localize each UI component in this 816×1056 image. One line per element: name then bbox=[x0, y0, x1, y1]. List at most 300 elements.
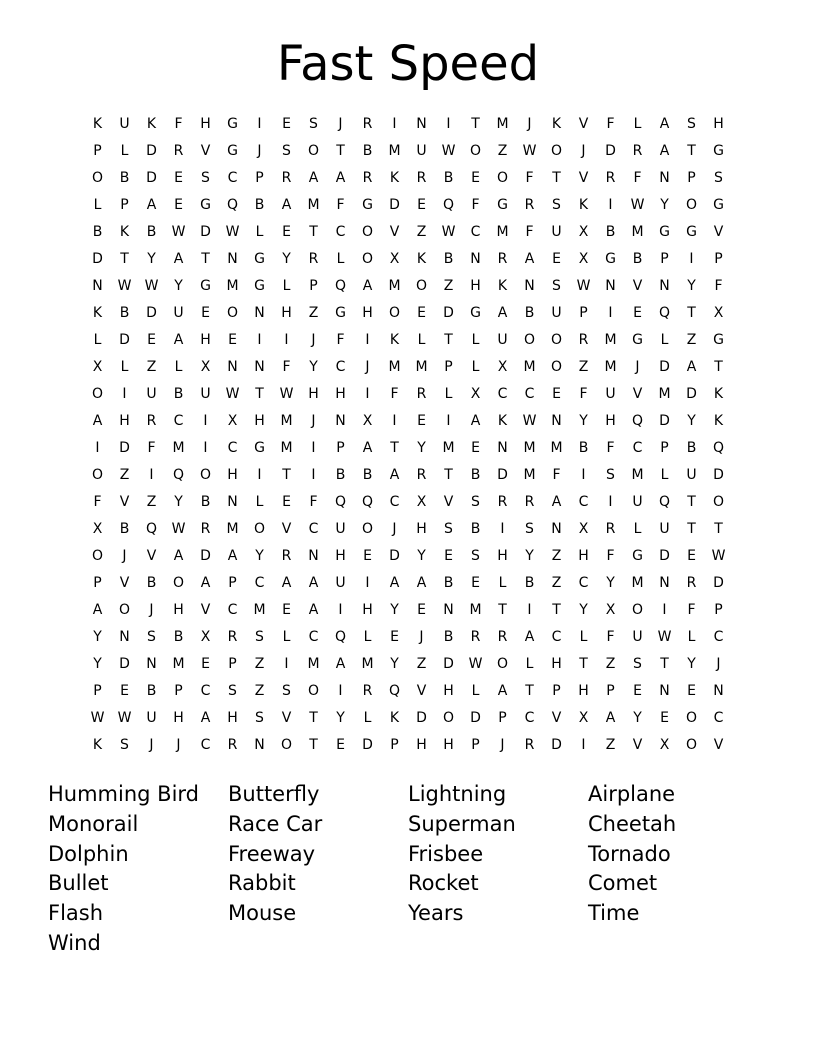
word-list-item: Rocket bbox=[408, 871, 479, 896]
grid-letter: R bbox=[470, 629, 481, 645]
grid-letter: T bbox=[309, 737, 318, 753]
grid-letter: Q bbox=[658, 305, 671, 321]
grid-letter: P bbox=[120, 197, 129, 213]
grid-letter: W bbox=[225, 386, 240, 402]
grid-letter: C bbox=[254, 575, 265, 591]
grid-letter: W bbox=[630, 197, 645, 213]
grid-letter: A bbox=[173, 251, 184, 267]
grid-letter: S bbox=[147, 629, 156, 645]
grid-letter: W bbox=[468, 656, 483, 672]
grid-letter: H bbox=[173, 602, 184, 618]
grid-letter: O bbox=[91, 548, 104, 564]
grid-letter: N bbox=[308, 548, 319, 564]
grid-letter: V bbox=[200, 602, 211, 618]
grid-letter: B bbox=[470, 467, 481, 483]
grid-letter: A bbox=[308, 575, 319, 591]
grid-letter: V bbox=[551, 710, 562, 726]
grid-letter: A bbox=[470, 413, 481, 429]
grid-letter: F bbox=[336, 332, 345, 348]
grid-letter: P bbox=[336, 440, 345, 456]
grid-row bbox=[84, 597, 732, 624]
letter-grid bbox=[84, 111, 732, 759]
grid-row bbox=[84, 354, 732, 381]
grid-letter: Z bbox=[605, 656, 616, 672]
grid-letter: Q bbox=[334, 629, 347, 645]
grid-letter: R bbox=[497, 494, 508, 510]
grid-letter: O bbox=[550, 359, 563, 375]
grid-letter: K bbox=[713, 413, 724, 429]
grid-letter: T bbox=[687, 494, 696, 510]
grid-letter: X bbox=[578, 224, 589, 240]
grid-letter: N bbox=[146, 656, 157, 672]
grid-row bbox=[84, 489, 732, 516]
grid-letter: E bbox=[660, 710, 669, 726]
grid-letter: A bbox=[389, 467, 400, 483]
grid-row bbox=[84, 111, 732, 138]
grid-letter: O bbox=[253, 521, 266, 537]
grid-letter: H bbox=[335, 548, 346, 564]
grid-letter: E bbox=[282, 224, 291, 240]
grid-letter: A bbox=[659, 116, 670, 132]
grid-letter: G bbox=[254, 278, 265, 294]
grid-letter: D bbox=[443, 305, 454, 321]
grid-letter: S bbox=[282, 683, 291, 699]
grid-letter: P bbox=[309, 278, 318, 294]
grid-letter: O bbox=[361, 224, 374, 240]
grid-letter: D bbox=[443, 656, 454, 672]
grid-letter: E bbox=[633, 683, 642, 699]
grid-letter: D bbox=[389, 197, 400, 213]
word-list-item: Mouse bbox=[228, 901, 297, 926]
grid-letter: F bbox=[471, 197, 480, 213]
grid-letter: I bbox=[311, 440, 316, 456]
grid-letter: M bbox=[496, 224, 509, 240]
grid-letter: L bbox=[471, 332, 480, 348]
grid-letter: S bbox=[228, 683, 237, 699]
grid-letter: S bbox=[444, 521, 453, 537]
grid-letter: D bbox=[119, 332, 130, 348]
grid-letter: A bbox=[497, 305, 508, 321]
grid-letter: I bbox=[581, 737, 586, 753]
grid-letter: L bbox=[417, 332, 426, 348]
grid-letter: E bbox=[444, 548, 453, 564]
grid-letter: L bbox=[660, 332, 669, 348]
grid-letter: R bbox=[605, 170, 616, 186]
grid-letter: R bbox=[416, 467, 427, 483]
grid-letter: C bbox=[335, 359, 346, 375]
grid-letter: B bbox=[443, 629, 454, 645]
grid-letter: S bbox=[309, 116, 318, 132]
grid-letter: F bbox=[93, 494, 102, 510]
grid-letter: G bbox=[713, 143, 724, 159]
grid-letter: W bbox=[279, 386, 294, 402]
grid-letter: T bbox=[579, 656, 588, 672]
grid-letter: B bbox=[524, 575, 535, 591]
grid-letter: H bbox=[200, 116, 211, 132]
grid-letter: A bbox=[146, 197, 157, 213]
grid-letter: I bbox=[122, 386, 127, 402]
grid-letter: G bbox=[497, 197, 508, 213]
grid-letter: I bbox=[284, 332, 289, 348]
grid-letter: S bbox=[525, 521, 534, 537]
grid-letter: G bbox=[200, 197, 211, 213]
word-list-item: Years bbox=[408, 901, 464, 926]
grid-letter: K bbox=[146, 116, 157, 132]
grid-letter: E bbox=[174, 170, 183, 186]
grid-letter: X bbox=[713, 305, 724, 321]
grid-letter: X bbox=[227, 413, 238, 429]
grid-letter: R bbox=[227, 629, 238, 645]
grid-letter: I bbox=[311, 467, 316, 483]
grid-letter: C bbox=[551, 629, 562, 645]
grid-letter: L bbox=[93, 332, 102, 348]
grid-letter: Y bbox=[606, 575, 615, 591]
grid-letter: W bbox=[657, 629, 672, 645]
grid-row bbox=[84, 570, 732, 597]
grid-letter: D bbox=[713, 575, 724, 591]
grid-letter: N bbox=[254, 737, 265, 753]
grid-letter: S bbox=[552, 278, 561, 294]
grid-letter: L bbox=[174, 359, 183, 375]
grid-letter: H bbox=[227, 710, 238, 726]
grid-row bbox=[84, 300, 732, 327]
grid-letter: T bbox=[120, 251, 129, 267]
grid-letter: I bbox=[500, 521, 505, 537]
grid-letter: O bbox=[685, 197, 698, 213]
grid-letter: J bbox=[311, 413, 316, 429]
grid-letter: P bbox=[174, 683, 183, 699]
grid-letter: K bbox=[416, 251, 427, 267]
grid-letter: B bbox=[200, 494, 211, 510]
grid-letter: L bbox=[336, 251, 345, 267]
grid-letter: Z bbox=[551, 575, 562, 591]
grid-letter: Q bbox=[172, 467, 185, 483]
grid-letter: L bbox=[255, 224, 264, 240]
grid-letter: N bbox=[605, 278, 616, 294]
grid-letter: B bbox=[686, 440, 697, 456]
grid-letter: T bbox=[390, 440, 399, 456]
grid-letter: D bbox=[119, 440, 130, 456]
grid-letter: X bbox=[200, 359, 211, 375]
word-list-item: Dolphin bbox=[48, 841, 129, 866]
grid-letter: I bbox=[365, 575, 370, 591]
grid-letter: K bbox=[713, 386, 724, 402]
grid-letter: O bbox=[388, 305, 401, 321]
grid-letter: Y bbox=[579, 602, 588, 618]
grid-letter: O bbox=[199, 467, 212, 483]
grid-letter: V bbox=[578, 116, 589, 132]
grid-letter: U bbox=[146, 710, 157, 726]
grid-letter: N bbox=[416, 116, 427, 132]
grid-letter: C bbox=[335, 224, 346, 240]
grid-letter: D bbox=[200, 548, 211, 564]
grid-letter: E bbox=[552, 386, 561, 402]
grid-letter: I bbox=[608, 494, 613, 510]
grid-letter: M bbox=[280, 440, 293, 456]
grid-letter: D bbox=[200, 224, 211, 240]
grid-letter: E bbox=[417, 305, 426, 321]
grid-letter: P bbox=[390, 737, 399, 753]
grid-letter: L bbox=[444, 386, 453, 402]
grid-letter: V bbox=[578, 170, 589, 186]
grid-letter: Y bbox=[687, 413, 696, 429]
grid-letter: G bbox=[713, 332, 724, 348]
grid-letter: U bbox=[551, 224, 562, 240]
grid-letter: V bbox=[632, 278, 643, 294]
grid-letter: V bbox=[119, 575, 130, 591]
grid-letter: I bbox=[149, 467, 154, 483]
grid-letter: C bbox=[227, 602, 238, 618]
grid-letter: B bbox=[119, 170, 130, 186]
word-list-item: Wind bbox=[48, 930, 101, 955]
grid-letter: Y bbox=[309, 359, 318, 375]
grid-letter: F bbox=[552, 467, 561, 483]
grid-letter: T bbox=[714, 521, 723, 537]
grid-letter: E bbox=[147, 332, 156, 348]
grid-letter: Z bbox=[605, 737, 616, 753]
grid-letter: W bbox=[711, 548, 726, 564]
grid-letter: Z bbox=[119, 467, 130, 483]
grid-letter: A bbox=[200, 710, 211, 726]
grid-letter: H bbox=[227, 467, 238, 483]
grid-letter: C bbox=[578, 494, 589, 510]
grid-letter: K bbox=[119, 224, 130, 240]
grid-letter: T bbox=[552, 170, 561, 186]
grid-letter: N bbox=[335, 413, 346, 429]
grid-letter: E bbox=[282, 602, 291, 618]
grid-letter: P bbox=[498, 710, 507, 726]
grid-letter: P bbox=[93, 575, 102, 591]
grid-letter: A bbox=[92, 413, 103, 429]
grid-letter: J bbox=[149, 737, 154, 753]
grid-letter: W bbox=[441, 224, 456, 240]
grid-letter: N bbox=[443, 602, 454, 618]
grid-letter: W bbox=[171, 224, 186, 240]
word-list-item: Time bbox=[588, 901, 640, 926]
grid-letter: J bbox=[122, 548, 127, 564]
grid-row bbox=[84, 462, 732, 489]
grid-letter: E bbox=[120, 683, 129, 699]
grid-letter: U bbox=[632, 494, 643, 510]
grid-letter: O bbox=[91, 467, 104, 483]
grid-letter: F bbox=[606, 548, 615, 564]
grid-letter: P bbox=[228, 656, 237, 672]
grid-letter: O bbox=[172, 575, 185, 591]
grid-letter: T bbox=[552, 602, 561, 618]
grid-letter: T bbox=[255, 386, 264, 402]
grid-letter: E bbox=[201, 305, 210, 321]
grid-letter: Y bbox=[93, 629, 102, 645]
grid-letter: V bbox=[281, 521, 292, 537]
grid-letter: I bbox=[365, 332, 370, 348]
grid-letter: R bbox=[146, 413, 157, 429]
grid-letter: T bbox=[687, 305, 696, 321]
grid-letter: L bbox=[255, 494, 264, 510]
grid-letter: N bbox=[659, 278, 670, 294]
grid-letter: J bbox=[311, 332, 316, 348]
grid-letter: B bbox=[362, 467, 373, 483]
grid-letter: G bbox=[254, 440, 265, 456]
grid-letter: L bbox=[282, 629, 291, 645]
grid-letter: F bbox=[390, 386, 399, 402]
grid-letter: V bbox=[632, 737, 643, 753]
grid-row bbox=[84, 219, 732, 246]
grid-letter: X bbox=[578, 710, 589, 726]
grid-letter: E bbox=[552, 251, 561, 267]
grid-letter: Z bbox=[578, 359, 589, 375]
word-list-item: Cheetah bbox=[588, 811, 677, 836]
grid-letter: C bbox=[578, 575, 589, 591]
grid-letter: J bbox=[527, 116, 532, 132]
grid-letter: L bbox=[120, 359, 129, 375]
grid-letter: R bbox=[281, 170, 292, 186]
grid-letter: J bbox=[176, 737, 181, 753]
grid-letter: Z bbox=[686, 332, 697, 348]
grid-letter: U bbox=[416, 143, 427, 159]
grid-letter: O bbox=[118, 602, 131, 618]
grid-letter: H bbox=[443, 683, 454, 699]
grid-letter: Y bbox=[282, 251, 291, 267]
grid-letter: H bbox=[551, 656, 562, 672]
word-list-item: Lightning bbox=[408, 782, 507, 806]
grid-letter: X bbox=[659, 737, 670, 753]
grid-letter: I bbox=[446, 413, 451, 429]
grid-letter: F bbox=[336, 197, 345, 213]
grid-letter: T bbox=[282, 467, 291, 483]
grid-letter: E bbox=[282, 116, 291, 132]
grid-row bbox=[84, 543, 732, 570]
grid-letter: H bbox=[416, 737, 427, 753]
word-list-item: Airplane bbox=[588, 782, 676, 806]
grid-letter: I bbox=[338, 683, 343, 699]
word-list-item: Humming Bird bbox=[48, 782, 199, 806]
grid-letter: U bbox=[497, 332, 508, 348]
grid-letter: R bbox=[362, 170, 373, 186]
grid-letter: M bbox=[604, 332, 617, 348]
grid-letter: P bbox=[687, 170, 696, 186]
grid-letter: N bbox=[551, 521, 562, 537]
grid-letter: M bbox=[388, 359, 401, 375]
grid-letter: O bbox=[496, 170, 509, 186]
grid-letter: T bbox=[201, 251, 210, 267]
grid-letter: L bbox=[633, 521, 642, 537]
grid-letter: G bbox=[335, 305, 346, 321]
grid-letter: R bbox=[497, 251, 508, 267]
grid-letter: X bbox=[605, 602, 616, 618]
grid-letter: I bbox=[689, 251, 694, 267]
grid-letter: M bbox=[442, 440, 455, 456]
grid-letter: Z bbox=[146, 359, 157, 375]
grid-letter: O bbox=[685, 737, 698, 753]
grid-letter: H bbox=[470, 278, 481, 294]
word-list-item: Rabbit bbox=[228, 871, 296, 896]
grid-letter: Y bbox=[579, 413, 588, 429]
grid-letter: F bbox=[525, 170, 534, 186]
grid-letter: A bbox=[524, 251, 535, 267]
word-list-item: Superman bbox=[408, 811, 516, 836]
grid-letter: P bbox=[471, 737, 480, 753]
grid-letter: Z bbox=[254, 656, 265, 672]
grid-letter: J bbox=[716, 656, 721, 672]
grid-letter: Y bbox=[417, 548, 426, 564]
grid-letter: M bbox=[388, 278, 401, 294]
grid-letter: O bbox=[685, 710, 698, 726]
grid-letter: I bbox=[95, 440, 100, 456]
grid-letter: R bbox=[416, 170, 427, 186]
grid-letter: A bbox=[686, 359, 697, 375]
grid-row bbox=[84, 246, 732, 273]
grid-letter: N bbox=[227, 251, 238, 267]
grid-letter: W bbox=[441, 143, 456, 159]
grid-letter: Q bbox=[442, 197, 455, 213]
grid-letter: T bbox=[444, 332, 453, 348]
grid-letter: F bbox=[606, 116, 615, 132]
grid-letter: Y bbox=[417, 440, 426, 456]
grid-letter: E bbox=[174, 197, 183, 213]
grid-letter: V bbox=[119, 494, 130, 510]
grid-letter: H bbox=[335, 386, 346, 402]
grid-letter: M bbox=[604, 359, 617, 375]
grid-letter: U bbox=[173, 305, 184, 321]
grid-letter: H bbox=[362, 602, 373, 618]
grid-letter: M bbox=[415, 359, 428, 375]
grid-letter: E bbox=[282, 494, 291, 510]
grid-letter: P bbox=[579, 305, 588, 321]
grid-letter: M bbox=[469, 602, 482, 618]
grid-letter: F bbox=[579, 386, 588, 402]
grid-letter: H bbox=[578, 683, 589, 699]
grid-letter: D bbox=[416, 710, 427, 726]
grid-letter: Z bbox=[497, 143, 508, 159]
grid-letter: C bbox=[713, 710, 724, 726]
grid-letter: Z bbox=[416, 224, 427, 240]
grid-letter: R bbox=[686, 575, 697, 591]
grid-row bbox=[84, 408, 732, 435]
grid-letter: L bbox=[660, 467, 669, 483]
grid-letter: B bbox=[632, 251, 643, 267]
grid-letter: C bbox=[227, 440, 238, 456]
grid-letter: S bbox=[714, 170, 723, 186]
grid-letter: K bbox=[389, 170, 400, 186]
grid-letter: A bbox=[659, 143, 670, 159]
grid-letter: V bbox=[146, 548, 157, 564]
grid-letter: B bbox=[254, 197, 265, 213]
grid-letter: B bbox=[443, 170, 454, 186]
grid-letter: I bbox=[608, 305, 613, 321]
grid-letter: G bbox=[227, 143, 238, 159]
grid-letter: K bbox=[497, 278, 508, 294]
word-list-item: Comet bbox=[588, 871, 658, 896]
grid-letter: P bbox=[714, 602, 723, 618]
grid-letter: T bbox=[336, 143, 345, 159]
grid-letter: L bbox=[282, 278, 291, 294]
grid-letter: E bbox=[471, 575, 480, 591]
grid-letter: D bbox=[92, 251, 103, 267]
grid-letter: A bbox=[308, 170, 319, 186]
grid-letter: Q bbox=[631, 413, 644, 429]
grid-letter: V bbox=[713, 737, 724, 753]
grid-letter: D bbox=[119, 656, 130, 672]
grid-letter: S bbox=[606, 467, 615, 483]
grid-letter: X bbox=[92, 359, 103, 375]
grid-row bbox=[84, 435, 732, 462]
grid-letter: J bbox=[500, 737, 505, 753]
grid-letter: P bbox=[606, 683, 615, 699]
grid-letter: D bbox=[686, 386, 697, 402]
grid-letter: H bbox=[578, 548, 589, 564]
grid-letter: H bbox=[281, 305, 292, 321]
grid-letter: M bbox=[496, 116, 509, 132]
